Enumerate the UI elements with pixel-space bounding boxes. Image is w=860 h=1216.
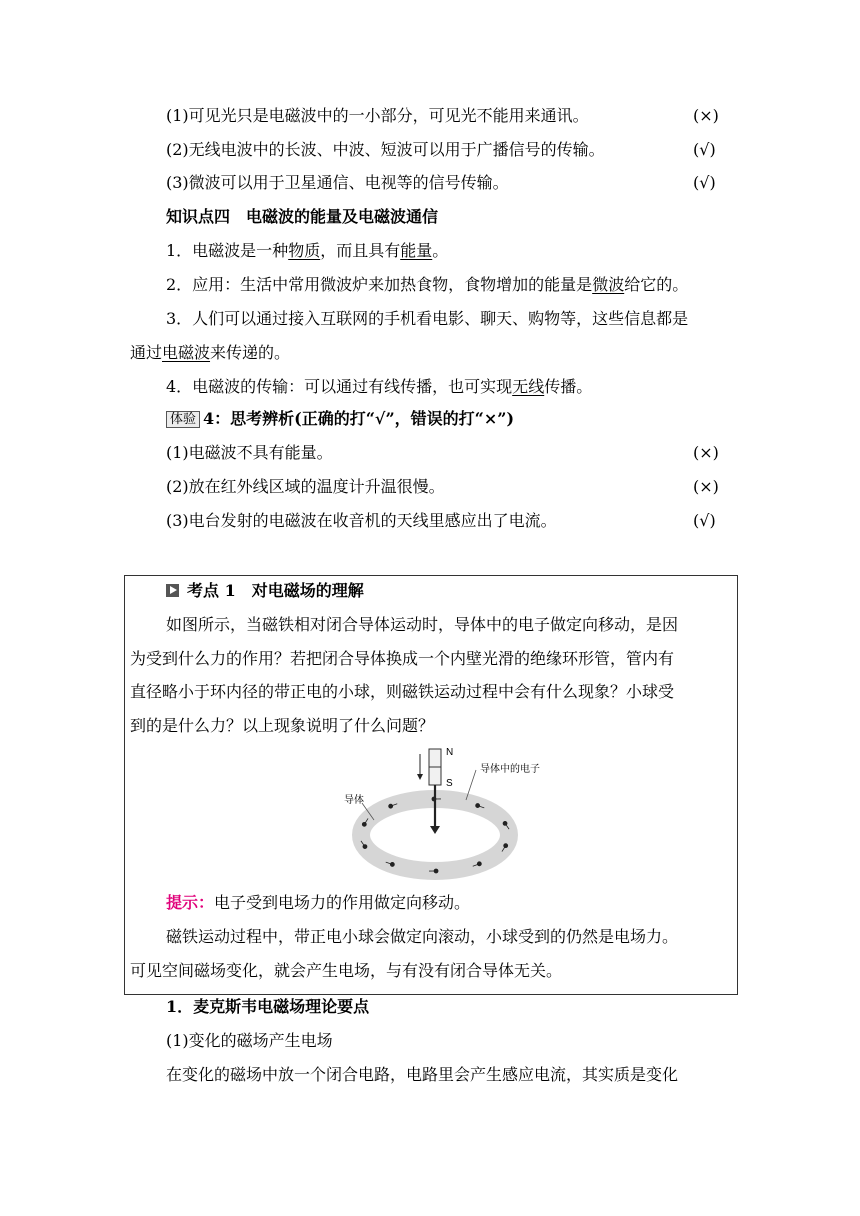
exercise-tag: 体验: [166, 411, 200, 428]
label-n: N: [446, 747, 454, 758]
exercise4-answer-2: (×): [693, 477, 719, 496]
maxwell-heading: 1．麦克斯韦电磁场理论要点: [166, 997, 370, 1016]
section4-heading: 知识点四 电磁波的能量及电磁波通信: [166, 207, 439, 226]
label-conductor: 导体: [344, 795, 364, 806]
exercise3-item-1: (1)可见光只是电磁波中的一小部分，可见光不能用来通讯。: [166, 106, 589, 125]
exercise4-item-2: (2)放在红外线区域的温度计升温很慢。: [166, 477, 445, 496]
exercise4-item-1: (1)电磁波不具有能量。: [166, 443, 333, 462]
exercise3-item-2: (2)无线电波中的长波、中波、短波可以用于广播信号的传输。: [166, 140, 605, 159]
kaodian-hint-line2: 磁铁运动过程中，带正电小球会做定向滚动，小球受到的仍然是电场力。: [166, 927, 679, 946]
maxwell-paragraph: 在变化的磁场中放一个闭合电路，电路里会产生感应电流，其实质是变化: [166, 1065, 679, 1084]
electron-dot: [477, 862, 481, 866]
magnet-ring-figure: [340, 740, 540, 880]
section4-para-2: 2．应用：生活中常用微波炉来加热食物，食物增加的能量是微波给它的。: [166, 275, 689, 294]
label-electron: 导体中的电子: [480, 764, 540, 775]
kaodian-question-line3: 直径略小于环内径的带正电的小球，则磁铁运动过程中会有什么现象？小球受: [130, 682, 675, 701]
exercise3-answer-1: (×): [693, 106, 719, 125]
exercise3-answer-2: (√): [693, 140, 716, 159]
exercise4-item-3: (3)电台发射的电磁波在收音机的天线里感应出了电流。: [166, 511, 557, 530]
section4-para-1: 1．电磁波是一种物质，而且具有能量。: [166, 241, 449, 260]
exercise4-answer-3: (√): [693, 511, 716, 530]
kaodian-question-line2: 为受到什么力的作用？若把闭合导体换成一个内壁光滑的绝缘环形管，管内有: [130, 649, 675, 668]
section4-para-4: 4．电磁波的传输：可以通过有线传播，也可实现无线传播。: [166, 377, 593, 396]
down-arrow-icon: [417, 774, 423, 780]
maxwell-subheading: (1)变化的磁场产生电场: [166, 1031, 333, 1050]
kaodian-question-line4: 到的是什么力？以上现象说明了什么问题？: [130, 716, 435, 735]
play-icon: [166, 584, 179, 597]
kaodian-hint-line3: 可见空间磁场变化，就会产生电场，与有没有闭合导体无关。: [130, 961, 563, 980]
section4-para-3-line1: 3．人们可以通过接入互联网的手机看电影、聊天、购物等，这些信息都是: [166, 309, 689, 328]
exercise4-answer-1: (×): [693, 443, 719, 462]
section4-para-3-line2: 通过电磁波来传递的。: [130, 343, 291, 362]
kaodian-question-line1: 如图所示，当磁铁相对闭合导体运动时，导体中的电子做定向移动，是因: [166, 615, 679, 634]
kaodian-hint: 提示：电子受到电场力的作用做定向移动。: [166, 893, 471, 912]
label-s: S: [446, 778, 453, 789]
exercise4-title: 体验 4：思考辨析(正确的打“√”，错误的打“×”): [166, 409, 514, 429]
kaodian-title: 考点 1 对电磁场的理解: [166, 581, 364, 601]
exercise3-item-3: (3)微波可以用于卫星通信、电视等的信号传输。: [166, 173, 509, 192]
exercise3-answer-3: (√): [693, 173, 716, 192]
